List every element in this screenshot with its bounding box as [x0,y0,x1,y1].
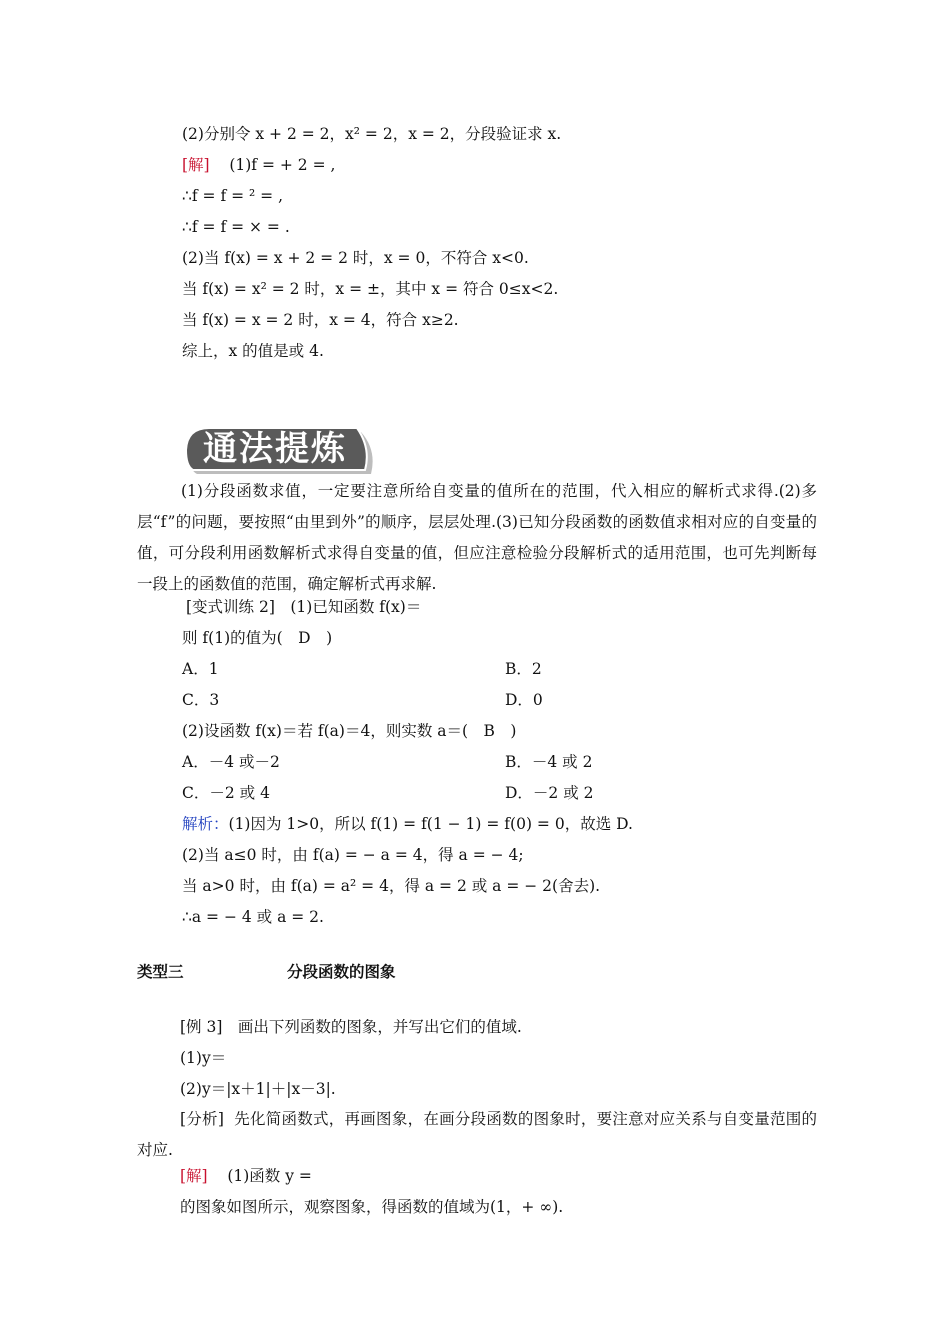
analysis-line-3: 当 a>0 时，由 f(a) = a² = 4，得 a = 2 或 a = − 2(舍去). [182,877,601,895]
analysis-paragraph [137,1104,817,1166]
q1-option-a: A．1 [182,660,219,678]
solution-line-4: (2)当 f(x) = x + 2 = 2 时，x = 0，不符合 x<0. [182,249,529,267]
exercise-q2: (2)设函数 f(x)＝若 f(a)＝4，则实数 a＝( B ) [182,722,517,740]
q2-option-a: A．－4 或－2 [182,753,280,771]
section-title: 分段函数的图象 [287,963,396,981]
solution-line-2: ∴f = f = ² = , [182,187,283,205]
analysis-body: 先化简函数式，再画图象，在画分段函数的图象时，要注意对应关系与自变量范围的对应. [137,1110,817,1159]
analysis-line-1 [182,814,633,834]
q1-option-b: B．2 [505,660,542,678]
solution-line-1 [182,155,335,175]
example-item-2: (2)y＝|x＋1|＋|x－3|. [180,1080,336,1098]
solution-line-3: ∴f = f = × = . [182,218,290,236]
analysis-label: 解析： [182,815,229,833]
solution-label: [解] [182,156,210,174]
solution-line-5: 当 f(x) = x² = 2 时，x = ±，其中 x = 符合 0≤x<2. [182,280,559,298]
q2-option-b: B．－4 或 2 [505,753,593,771]
solution3-text-1: (1)函数 y = [227,1167,312,1185]
solution-text: (1)f = + 2 = , [229,156,336,174]
exercise-q1: 则 f(1)的值为( D ) [182,629,333,647]
q2-option-c: C．－2 或 4 [182,784,270,802]
exercise-title: [变式训练 2] (1)已知函数 f(x)＝ [186,598,422,616]
method-summary-banner [183,424,378,476]
solution3-label: [解] [180,1167,208,1185]
q1-option-d: D．0 [505,691,543,709]
summary-paragraph: (1)分段函数求值，一定要注意所给自变量的值所在的范围，代入相应的解析式求得.(2)多层“f”的问题，要按照“由里到外”的顺序，层层处理.(3)已知分段函数的函数值求相对应的自变量的值，可分段利用函数解析式求得自变量的值，但应注意检验分段解析式的适用范围，也可先判断每一段上的函数值的范围，确定解析式再求解. [137,482,817,593]
analysis-text-1: (1)因为 1>0，所以 f(1) = f(1 − 1) = f(0) = 0，故选 D. [228,815,633,833]
solution-line-6: 当 f(x) = x = 2 时，x = 4，符合 x≥2. [182,311,459,329]
section-label: 类型三 [137,963,184,981]
example-item-1: (1)y＝ [180,1049,227,1067]
analysis-line-2: (2)当 a≤0 时，由 f(a) = − a = 4，得 a = − 4; [182,846,524,864]
solution3-line-1 [180,1166,312,1186]
example-line: [例 3] 画出下列函数的图象，并写出它们的值域. [180,1018,522,1036]
analysis-line-4: ∴a = − 4 或 a = 2. [182,908,324,926]
solution3-line-2: 的图象如图所示，观察图象，得函数的值域为(1，+ ∞). [180,1198,564,1216]
analysis-heading: [分析] [180,1110,224,1128]
q2-option-d: D．－2 或 2 [505,784,594,802]
q1-option-c: C．3 [182,691,220,709]
hint-line: (2)分别令 x + 2 = 2，x² = 2，x = 2，分段验证求 x. [182,125,562,143]
solution-line-7: 综上，x 的值是或 4. [182,342,324,360]
banner-title: 通法提炼 [203,429,347,469]
